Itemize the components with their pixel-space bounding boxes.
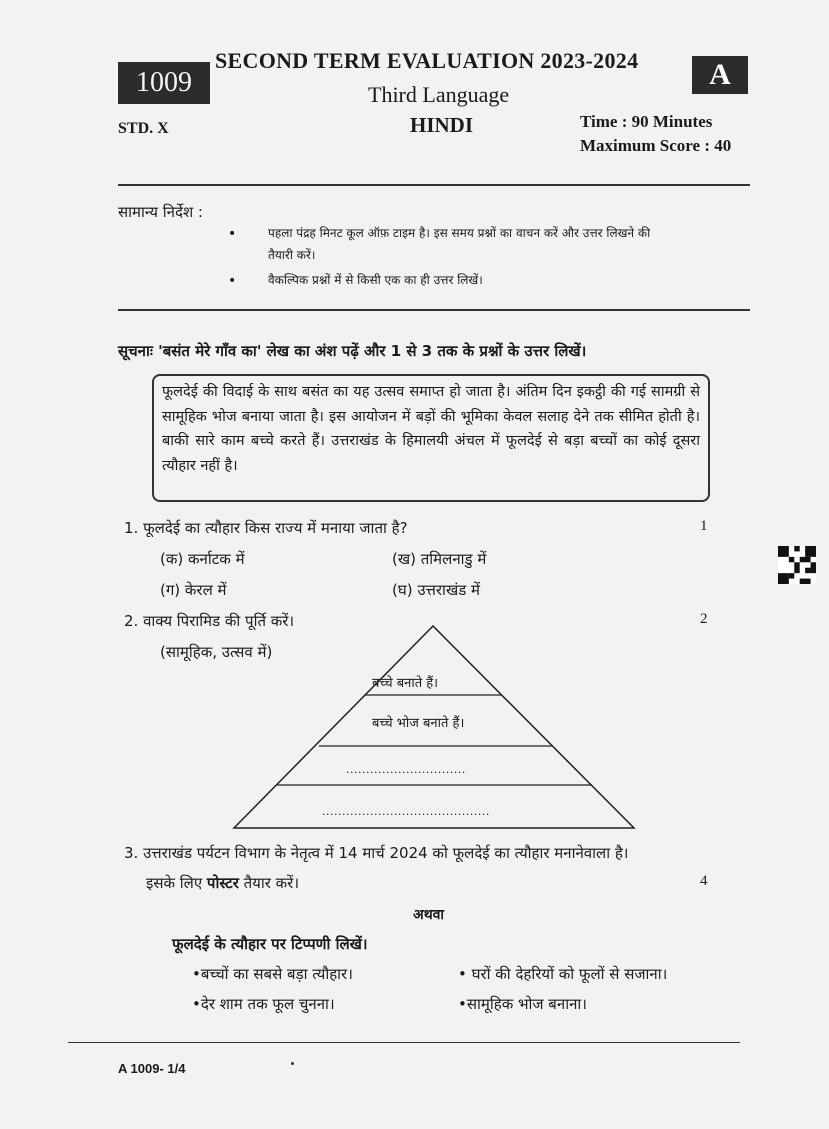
point-1: •बच्चों का सबसे बड़ा त्यौहार।	[192, 965, 353, 983]
point-4: •सामूहिक भोज बनाना।	[458, 995, 587, 1013]
question-1-marks: 1	[700, 518, 708, 534]
time-label: Time : 90 Minutes	[580, 112, 713, 131]
instruction-item: पहला पंद्रह मिनट कूल ऑफ़ टाइम है। इस समय प्रश्नों का वाचन करें और उत्तर लिखने की	[268, 226, 651, 240]
question-3-marks: 4	[700, 873, 708, 889]
question-3-bold: पोस्टर	[206, 874, 239, 892]
page-footer: A 1009- 1/4	[118, 1061, 186, 1076]
option-gha: (घ) उत्तराखंड में	[392, 581, 480, 599]
footer-divider	[68, 1042, 740, 1043]
max-score-label: Maximum Score : 40	[580, 136, 732, 155]
standard-label: STD. X	[118, 120, 169, 137]
header-divider	[118, 184, 750, 186]
footer-dot	[291, 1062, 294, 1065]
bullet-dot: •	[228, 226, 237, 242]
exam-title: SECOND TERM EVALUATION 2023-2024	[215, 48, 639, 73]
exam-subtitle: Third Language	[368, 82, 510, 107]
option-ka: (क) कर्नाटक में	[160, 550, 245, 568]
pyramid-row-1: बच्चे बनाते हैं।	[372, 676, 439, 691]
reading-passage: फूलदेई की विदाई के साथ बसंत का यह उत्सव समाप्त हो जाता है। अंतिम दिन इकट्ठी की गई सामग्री से सामूहिक भोज बनाया जाता है। इस आयोजन में बड़ों की भूमिका केवल सलाह देने तक सीमित होती है। बाकी सारे काम बच्चे करते हैं। उत्तराखंड के हिमालयी अंचल में फूलदेई से बड़ा बच्चों का कोई दूसरा त्यौहार नहीं है।	[152, 374, 710, 502]
qr-code-icon	[778, 546, 816, 584]
pyramid-row-2: बच्चे भोज बनाते हैं।	[372, 716, 465, 731]
set-label-box: A	[692, 56, 748, 94]
instruction-item: वैकल्पिक प्रश्नों में से किसी एक का ही उत्तर लिखें।	[268, 273, 483, 287]
option-kha: (ख) तमिलनाडु में	[392, 550, 487, 568]
question-2: 2. वाक्य पिरामिड की पूर्ति करें।	[124, 612, 295, 630]
question-3: 3. उत्तराखंड पर्यटन विभाग के नेतृत्व में 14 मार्च 2024 को फूलदेई का त्यौहार मनानेवाला है।	[124, 844, 629, 862]
option-ga: (ग) केरल में	[160, 581, 227, 599]
pyramid-row-4-blank: ..........................................	[322, 805, 490, 818]
question-1: 1. फूलदेई का त्यौहार किस राज्य में मनाया जाता है?	[124, 519, 408, 537]
instructions-heading: सामान्य निर्देश :	[118, 203, 203, 221]
question-2-hint: (सामूहिक, उत्सव में)	[160, 643, 273, 661]
notice-text: सूचनाः 'बसंत मेरे गाँव का' लेख का अंश पढ़ें और 1 से 3 तक के प्रश्नों के उत्तर लिखें।	[118, 342, 587, 360]
instructions-divider	[118, 309, 750, 311]
question-3-pre: इसके लिए	[146, 874, 207, 892]
question-2-marks: 2	[700, 611, 708, 627]
exam-code-box: 1009	[118, 62, 210, 104]
point-2: • घरों की देहरियों को फूलों से सजाना।	[458, 965, 668, 983]
bullet-dot: •	[228, 273, 237, 289]
or-label: अथवा	[413, 907, 445, 923]
point-3: •देर शाम तक फूल चुनना।	[192, 995, 335, 1013]
pyramid-row-3-blank: ..............................	[346, 763, 466, 776]
question-3-post: तैयार करें।	[238, 874, 300, 892]
question-3-line-2	[146, 873, 299, 893]
alternative-question: फूलदेई के त्यौहार पर टिप्पणी लिखें।	[172, 935, 368, 953]
subject-name: HINDI	[410, 113, 474, 137]
instruction-item-cont: तैयारी करें।	[268, 248, 316, 262]
